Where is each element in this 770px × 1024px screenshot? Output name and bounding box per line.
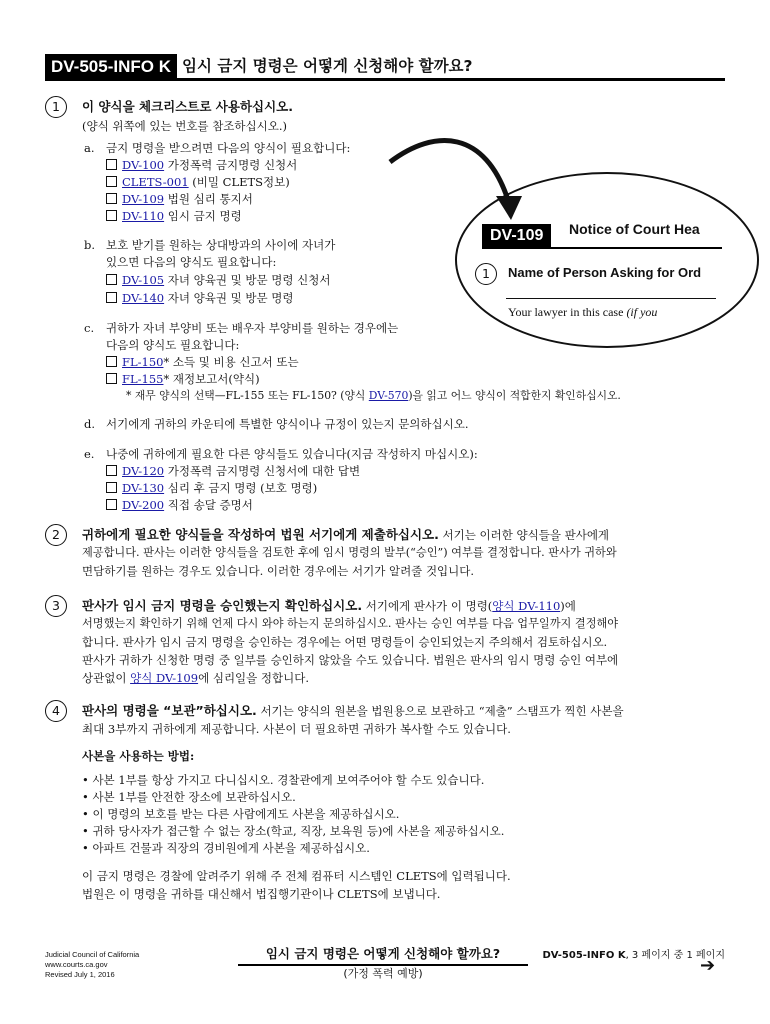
form-link[interactable]: CLETS-001 (122, 175, 189, 189)
checklist-item-dv200[interactable] (106, 497, 253, 514)
bullet-item: • 사본 1부를 항상 가지고 다니십시오. 경찰관에게 보여주어야 할 수도 있습니다. (82, 773, 485, 787)
form-link[interactable]: FL-155 (122, 372, 164, 386)
howto-heading: 사본을 사용하는 방법: (82, 749, 195, 763)
checklist-item-dv120[interactable] (106, 463, 360, 480)
dv109-badge: DV-109 (482, 224, 551, 248)
form-desc: 자녀 양육권 및 방문 명령 신청서 (164, 273, 331, 287)
step-3-number: 3 (45, 595, 67, 617)
footer-revised: Revised July 1, 2016 (45, 970, 115, 979)
footer-rule (238, 964, 528, 966)
checkbox[interactable] (106, 159, 117, 170)
checkbox[interactable] (106, 274, 117, 285)
form-desc: (비밀 CLETS정보) (188, 175, 290, 189)
form-desc: 가정폭력 금지명령 신청서에 대한 답변 (164, 464, 361, 478)
step-3-line5: 상관없이 양식 DV-109에 심리일을 정합니다. (82, 671, 310, 685)
form-link[interactable]: DV-120 (122, 464, 165, 478)
callout-field-label: Name of Person Asking for Ord (508, 265, 702, 280)
header-rule (45, 78, 725, 81)
checkbox[interactable] (106, 373, 117, 384)
item-c-line2: 다음의 양식도 필요합니다: (106, 338, 240, 352)
form-desc: 직접 송달 증명서 (164, 498, 253, 512)
form-link[interactable]: DV-130 (122, 481, 165, 495)
dv109-title: Notice of Court Hea (569, 221, 700, 237)
checkbox[interactable] (106, 465, 117, 476)
checklist-item-dv109[interactable] (106, 191, 253, 208)
bullet-item: • 귀하 당사자가 접근할 수 없는 장소(학교, 직장, 보육원 등)에 사본을 제공하십시오. (82, 824, 505, 838)
step-3-line1: 판사가 임시 금지 명령을 승인했는지 확인하십시오. 서기에게 판사가 이 명령(양식 DV-110)에 (82, 598, 576, 613)
step-1-heading: 이 양식을 체크리스트로 사용하십시오. (82, 99, 294, 114)
form-link[interactable]: DV-140 (122, 291, 165, 305)
step-2-line1: 귀하에게 필요한 양식들을 작성하여 법원 서기에게 제출하십시오. 서기는 이러한 양식들을 판사에게 (82, 527, 610, 542)
step-3-line2: 서명했는지 확인하기 위해 언제 다시 와야 하는지 문의하십시오. 판사는 승인 여부를 다음 업무일까지 결정해야 (82, 617, 619, 630)
form-desc: 심리 후 금지 명령 (보호 명령) (164, 481, 318, 495)
item-c-line1: 귀하가 자녀 부양비 또는 배우자 부양비를 원하는 경우에는 (106, 321, 399, 335)
form-link[interactable]: DV-110 (122, 209, 165, 223)
item-e-intro: 나중에 귀하에게 필요한 다른 양식들도 있습니다(지금 작성하지 마십시오): (106, 447, 478, 461)
form-link[interactable]: DV-200 (122, 498, 165, 512)
step-3-line3: 합니다. 판사가 임시 금지 명령을 승인하는 경우에는 어떤 명령들이 승인되었는지 주의해서 검토하십시오. (82, 635, 608, 649)
form-desc: * 재정보고서(약식) (163, 372, 260, 386)
footer-url[interactable]: www.courts.ca.gov (45, 960, 108, 969)
form-desc: 가정폭력 금지명령 신청서 (164, 158, 298, 172)
item-a-label: a. (84, 141, 95, 155)
item-e-label: e. (84, 447, 95, 461)
step-4-line2: 최대 3부까지 귀하에게 제공합니다. 사본이 더 필요하면 귀하가 복사할 수도 있습니다. (82, 722, 511, 736)
dv109-link[interactable]: 양식 DV-109 (130, 671, 199, 685)
step-4-line1: 판사의 명령을 “보관”하십시오. 서기는 양식의 원본을 법원용으로 보관하고 “제출” 스탬프가 찍힌 사본을 (82, 703, 624, 718)
checkbox[interactable] (106, 482, 117, 493)
footer-subtitle: (가정 폭력 예방) (343, 967, 423, 980)
form-link[interactable]: FL-150 (122, 355, 164, 369)
clets-para-2: 법원은 이 명령을 귀하를 대신해서 법집행기관이나 CLETS에 보냅니다. (82, 887, 441, 901)
step-2-number: 2 (45, 524, 67, 546)
checkbox[interactable] (106, 356, 117, 367)
form-desc: 자녀 양육권 및 방문 명령 (164, 291, 294, 305)
checkbox[interactable] (106, 193, 117, 204)
form-desc: 법원 심리 통지서 (164, 192, 253, 206)
step-1-number: 1 (45, 96, 67, 118)
form-id-badge: DV-505-INFO K (45, 54, 177, 80)
step-1-note: (양식 위쪽에 있는 번호를 참조하십시오.) (82, 119, 287, 133)
callout-lawyer-text: Your lawyer in this case (if you (508, 305, 658, 319)
next-page-arrow-icon: ➔ (700, 955, 716, 976)
checkbox[interactable] (106, 499, 117, 510)
page-title: 임시 금지 명령은 어떻게 신청해야 할까요? (182, 57, 473, 75)
checkbox[interactable] (106, 210, 117, 221)
footer-org: Judicial Council of California (45, 950, 140, 959)
step-3-line4: 판사가 귀하가 신청한 명령 중 일부를 승인하지 않았을 수도 있습니다. 법원은 판사의 임시 명령 승인 여부에 (82, 653, 619, 667)
checklist-item-dv130[interactable] (106, 480, 317, 497)
step-4-number: 4 (45, 700, 67, 722)
checkbox[interactable] (106, 292, 117, 303)
checklist-item-clets001[interactable] (106, 174, 290, 191)
form-desc: * 소득 및 비용 신고서 또는 (163, 355, 299, 369)
step-2-line3: 면담하기를 원하는 경우도 있습니다. 이러한 경우에는 서기가 알려줄 것입니다. (82, 564, 475, 578)
footer-title: 임시 금지 명령은 어떻게 신청해야 할까요? (265, 946, 501, 961)
dv570-link[interactable]: DV-570 (368, 389, 409, 402)
item-b-label: b. (84, 238, 96, 252)
checklist-item-fl155[interactable] (106, 371, 260, 388)
dv109-rule (482, 247, 722, 249)
checklist-item-dv100[interactable] (106, 157, 297, 174)
item-c-note: * 재무 양식의 선택—FL-155 또는 FL-150? (양식 DV-570)을 읽고 어느 양식이 적합한지 확인하십시오. (126, 389, 621, 402)
callout-circle (455, 172, 759, 348)
checklist-item-dv140[interactable] (106, 290, 293, 307)
dv110-link[interactable]: 양식 DV-110 (492, 599, 561, 613)
bullet-item: • 아파트 건물과 직장의 경비원에게 사본을 제공하십시오. (82, 841, 370, 855)
callout-step-number: 1 (475, 263, 497, 285)
form-link[interactable]: DV-100 (122, 158, 165, 172)
form-desc: 임시 금지 명령 (164, 209, 242, 223)
item-d-label: d. (84, 417, 96, 431)
checkbox[interactable] (106, 176, 117, 187)
item-b-line1: 보호 받기를 원하는 상대방과의 사이에 자녀가 (106, 238, 336, 252)
bullet-item: • 이 명령의 보호를 받는 다른 사람에게도 사본을 제공하십시오. (82, 807, 400, 821)
checklist-item-fl150[interactable] (106, 354, 299, 371)
clets-para-1: 이 금지 명령은 경찰에 알려주기 위해 주 전체 컴퓨터 시스템인 CLETS에 입력됩니다. (82, 869, 511, 883)
callout-field-line (506, 298, 716, 299)
item-b-line2: 있으면 다음의 양식도 필요합니다: (106, 255, 277, 269)
checklist-item-dv105[interactable] (106, 272, 330, 289)
checklist-item-dv110[interactable] (106, 208, 242, 225)
footer-publisher (45, 950, 139, 980)
form-link[interactable]: DV-109 (122, 192, 165, 206)
item-a-intro: 금지 명령을 받으려면 다음의 양식이 필요합니다: (106, 141, 351, 155)
item-c-label: c. (84, 321, 95, 335)
step-2-line2: 제공합니다. 판사는 이러한 양식들을 검토한 후에 임시 명령의 발부(“승인”) 여부를 결정합니다. 판사가 귀하와 (82, 546, 617, 559)
form-link[interactable]: DV-105 (122, 273, 165, 287)
bullet-item: • 사본 1부를 안전한 장소에 보관하십시오. (82, 790, 296, 804)
footer-page-info: DV-505-INFO K, 3 페이지 중 1 페이지 (542, 950, 725, 961)
item-d-text: 서기에게 귀하의 카운티에 특별한 양식이나 규정이 있는지 문의하십시오. (106, 417, 469, 431)
